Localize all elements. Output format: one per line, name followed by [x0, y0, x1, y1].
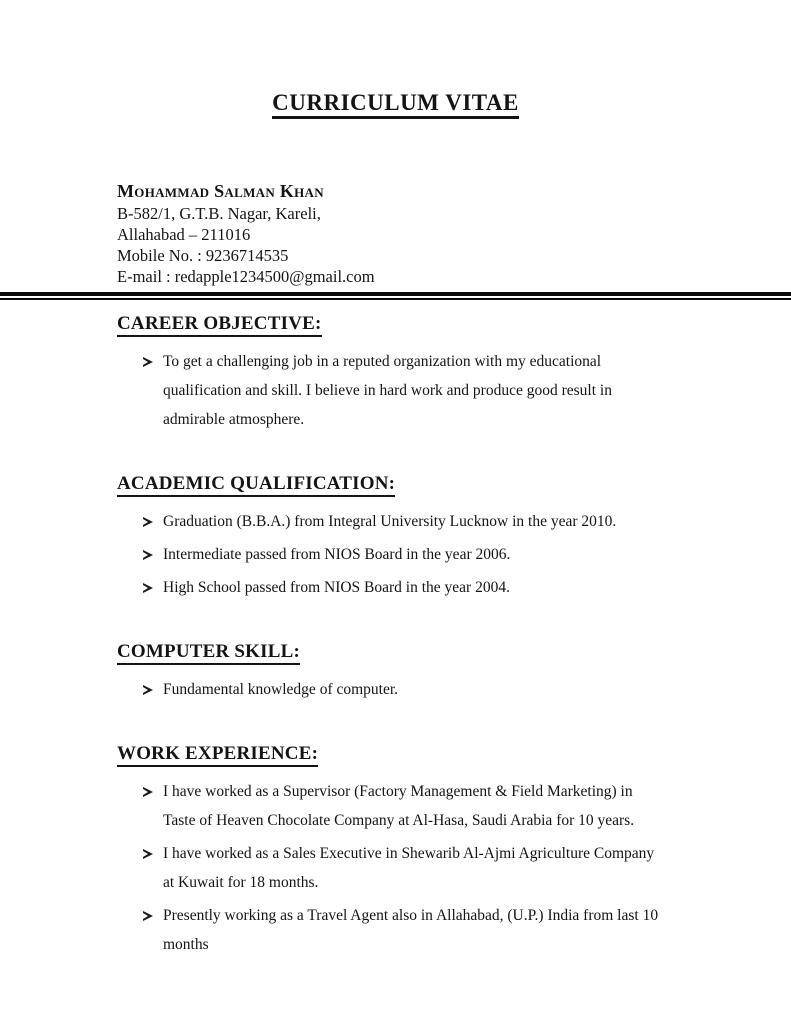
section-career-objective	[117, 313, 791, 434]
section-heading-text: ACADEMIC QUALIFICATION:	[117, 473, 395, 497]
bullet-item-text: I have worked as a Sales Executive in Shewarib Al-Ajmi Agriculture Company at Kuwait for 18 months.	[163, 845, 655, 891]
bullet-item	[117, 507, 791, 536]
mobile-number: Mobile No. : 9236714535	[117, 246, 289, 265]
section-work-experience	[117, 743, 791, 959]
cv-body	[117, 313, 791, 959]
bullet-item-text: High School passed from NIOS Board in the year 2004.	[163, 579, 510, 596]
bullet-item-text: Presently working as a Travel Agent also in Allahabad, (U.P.) India from last 10 months	[163, 907, 659, 953]
section-heading	[117, 473, 791, 495]
arrowhead-bullet-icon	[143, 777, 163, 806]
bullet-item-text: Intermediate passed from NIOS Board in the year 2006.	[163, 546, 511, 563]
section-heading	[117, 313, 791, 335]
arrowhead-bullet-icon	[143, 839, 163, 868]
candidate-name: Mohammad Salman Khan	[117, 181, 324, 201]
section-academic-qualification	[117, 473, 791, 602]
bullet-item	[117, 839, 791, 897]
bullet-item-text: To get a challenging job in a reputed organization with my educational qualification and skill. I believe in hard work and produce good result in admirable atmosphere.	[163, 353, 612, 428]
bullet-item	[117, 777, 791, 835]
bullet-item	[117, 347, 791, 434]
address-line-1: B-582/1, G.T.B. Nagar, Kareli,	[117, 204, 321, 223]
section-heading-text: WORK EXPERIENCE:	[117, 743, 318, 767]
bullet-item	[117, 901, 791, 959]
arrowhead-bullet-icon	[143, 675, 163, 704]
arrowhead-bullet-icon	[143, 901, 163, 930]
contact-block	[117, 180, 791, 287]
arrowhead-bullet-icon	[143, 347, 163, 376]
section-heading	[117, 743, 791, 765]
page-title	[0, 0, 791, 116]
section-computer-skill	[117, 641, 791, 704]
bullet-item	[117, 540, 791, 569]
arrowhead-bullet-icon	[143, 507, 163, 536]
bullet-item-text: Graduation (B.B.A.) from Integral University Lucknow in the year 2010.	[163, 513, 617, 530]
address-line-2: Allahabad – 211016	[117, 225, 251, 244]
page-title-text: CURRICULUM VITAE	[272, 90, 519, 119]
arrowhead-bullet-icon	[143, 573, 163, 602]
arrowhead-bullet-icon	[143, 540, 163, 569]
section-heading-text: COMPUTER SKILL:	[117, 641, 300, 665]
section-heading-text: CAREER OBJECTIVE:	[117, 313, 322, 337]
bullet-item-text: I have worked as a Supervisor (Factory Management & Field Marketing) in Taste of Heaven Chocolate Company at Al-Hasa, Saudi Arabia for 10 years.	[163, 783, 635, 829]
bullet-item-text: Fundamental knowledge of computer.	[163, 681, 399, 698]
email-address: E-mail : redapple1234500@gmail.com	[117, 267, 375, 286]
section-heading	[117, 641, 791, 663]
bullet-item	[117, 573, 791, 602]
bullet-item	[117, 675, 791, 704]
thick-thin-divider	[0, 292, 791, 300]
